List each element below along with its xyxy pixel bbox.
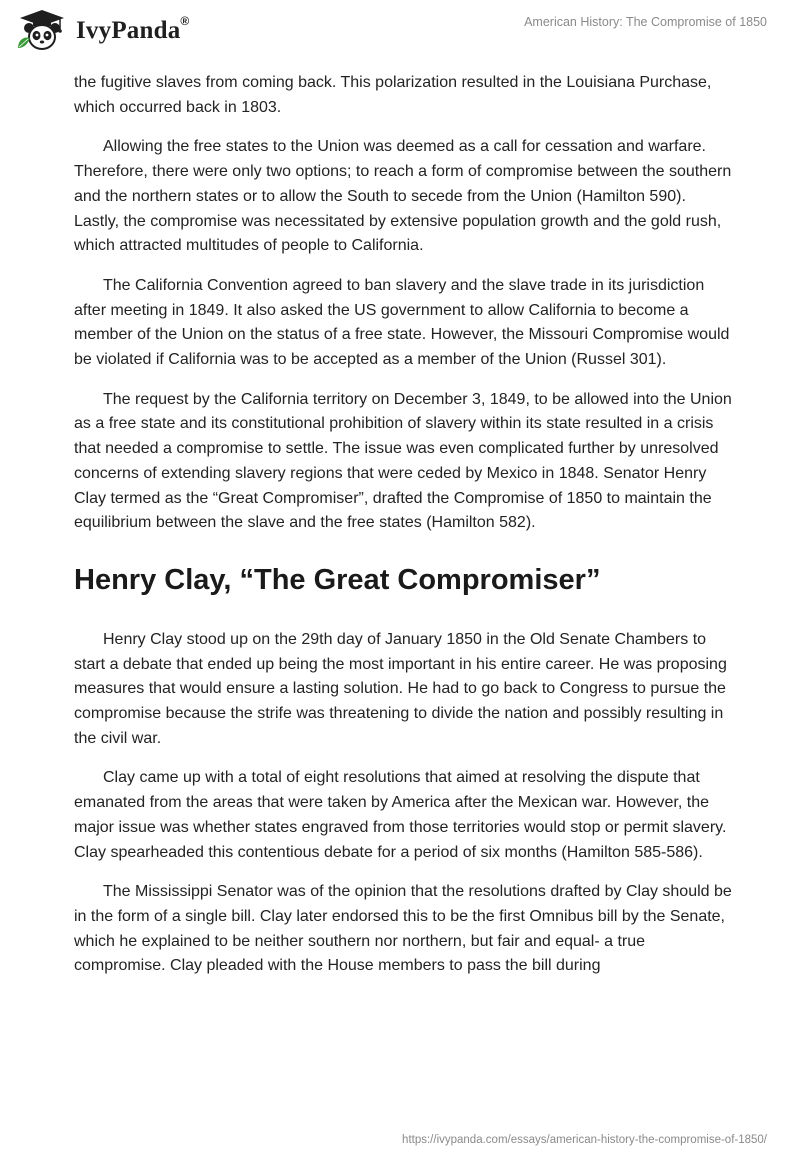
registered-mark: ® [180,13,190,28]
logo-text: IvyPanda® [76,13,190,44]
paragraph: Allowing the free states to the Union was deemed as a call for cessation and warfare. Therefore, there were only two options; to reach a form of compromise between the southern and the northern states or to allow the South to secede from the Union (Hamilton 590). Lastly, the compromise was necessitated by extensive population growth and the gold rush, which attracted multitudes of people to California. [74,138,732,255]
paragraph-continuation: the fugitive slaves from coming back. This polarization resulted in the Louisiana Purchase, which occurred back in 1803. [74,74,712,116]
paragraph: Henry Clay stood up on the 29th day of January 1850 in the Old Senate Chambers to start a debate that ended up being the most important in his entire career. He was proposing measures that would ensure a lasting solution. He had to go back to Congress to pursue the compromise because the strife was threatening to divide the nation and possibly resulting in the civil war. [74,630,727,747]
paragraph: The request by the California territory on December 3, 1849, to be allowed into the Union as a free state and its constitutional prohibition of slavery within its state resulted in a crisis that needed a compromise to settle. The issue was even complicated further by unresolved concerns of extending slavery regions that were ceded by Mexico in 1848. Senator Henry Clay termed as the “Great Compromiser”, drafted the Compromise of 1850 to maintain the equilibrium between the slave and the free states (Hamilton 582). [74,390,732,532]
page-header [0,0,800,70]
paragraph: The Mississippi Senator was of the opinion that the resolutions drafted by Clay should be in the form of a single bill. Clay later endorsed this to be the first Omnibus bill by the Senate, which he explained to be neither southern nor northern, but fair and equal- a true compromise. Clay pleaded with the House members to pass the bill during [74,883,732,975]
section-heading: Henry Clay, “The Great Compromiser” [74,563,601,596]
document-title: American History: The Compromise of 1850 [524,15,767,29]
ivypanda-logo[interactable] [14,8,189,52]
panda-graduate-icon [14,8,70,52]
paragraph: The California Convention agreed to ban slavery and the slave trade in its jurisdiction after meeting in 1849. It also asked the US government to allow California to become a member of the Union on the status of a free state. However, the Missouri Compromise would be violated if California was to be accepted as a member of the Union (Russel 301). [74,276,730,369]
source-url[interactable]: https://ivypanda.com/essays/american-history-the-compromise-of-1850/ [402,1134,767,1146]
essay-body [74,71,734,994]
paragraph: Clay came up with a total of eight resolutions that aimed at resolving the dispute that emanated from the areas that were taken by America after the Mexican war. However, the major issue was whether states engraved from those territories would stop or permit slavery. Clay spearheaded this contentious debate for a period of six months (Hamilton 585-586). [74,769,727,861]
